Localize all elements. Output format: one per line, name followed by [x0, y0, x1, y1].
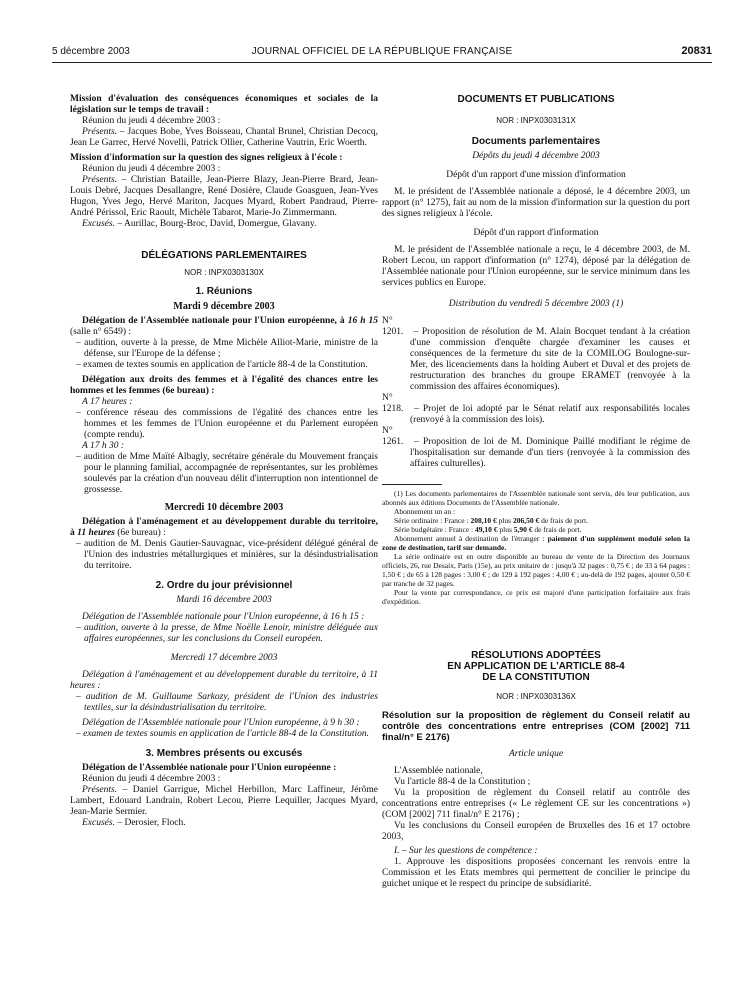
resolution-p6: 1. Approuve les dispositions proposées concernant les renvois entre la Commission et les Etats membres qui permettent de concilier le principe du guichet unique et le respect du principe de subsidiarité. [382, 857, 690, 889]
depot1-title: Dépôt d'un rapport d'une mission d'information [446, 170, 626, 180]
date-mercredi-10: Mercredi 10 décembre 2003 [164, 502, 284, 513]
list-item [382, 426, 690, 470]
footnote-1: (1) Les documents parlementaires de l'Assemblée nationale sont servis, dès leur publication, aux abonnés aux éditions Documents de l'Assemblée nationale. [382, 489, 690, 507]
delegation-ue-time: 16 h 15 [347, 316, 378, 326]
ordre-ue-2-title: Délégation de l'Assemblée nationale pour l'Union européenne, à 9 h 30 : [82, 718, 360, 728]
depots-date: Dépôts du jeudi 4 décembre 2003 [472, 151, 600, 161]
section-ordre-du-jour: 2. Ordre du jour prévisionnel [155, 580, 293, 591]
document-number: N° 1218. [382, 393, 404, 414]
header-page-number: 20831 [681, 45, 712, 57]
excuses-label: Excusés. [82, 818, 115, 828]
list-item: – audition, ouverte à la presse, de Mme Noëlle Lenoir, ministre déléguée aux affaires européennes, sur les conclusions du Conseil européen. [76, 623, 378, 644]
header-date: 5 décembre 2003 [52, 46, 130, 57]
delegation-territoire-title: Délégation à l'aménagement et au développement durable du territoire, à [70, 517, 378, 538]
fn-text: plus [497, 525, 514, 534]
delegations-nor: NOR : INPX0303130X [184, 268, 264, 277]
footnote-block [382, 489, 690, 606]
list-item [382, 393, 690, 426]
list-item: – examen de textes soumis en application de l'article 88-4 de la Constitution. [76, 360, 368, 370]
membres-excuses [70, 818, 378, 829]
delegation-territoire-block [70, 517, 378, 539]
mission2-reunion: Réunion du jeudi 4 décembre 2003 : [82, 164, 221, 174]
document-description: – Proposition de loi de M. Dominique Paillé modifiant le régime de l'hospitalisation sur demande d'un tiers (renvoyée à la commission des affaires culturelles). [410, 437, 690, 469]
fn-text: de frais de port. [532, 525, 582, 534]
distribution-date: Distribution du vendredi 5 décembre 2003 (1) [448, 299, 624, 309]
mission1-reunion: Réunion du jeudi 4 décembre 2003 : [82, 116, 221, 126]
depot2-title: Dépôt d'un rapport d'information [473, 228, 599, 238]
resolutions-nor: NOR : INPX0303136X [496, 692, 576, 701]
membres-delegation-title: Délégation de l'Assemblée nationale pour l'Union européenne : [82, 763, 337, 773]
mission1-title: Mission d'évaluation des conséquences économiques et sociales de la législation sur le temps de travail : [70, 94, 378, 115]
footnote-etranger [382, 534, 690, 552]
resolution-p5: I. – Sur les questions de compétence : [394, 846, 538, 856]
presents-label: Présents. [82, 127, 118, 137]
article-unique: Article unique [508, 749, 564, 759]
resolutions-heading-2: EN APPLICATION DE L'ARTICLE 88-4 [447, 661, 625, 672]
footnote-serie-budgetaire [382, 525, 690, 534]
fn-text: de frais de port. [539, 516, 589, 525]
mission1-presents [70, 127, 378, 149]
mission2-presents [70, 175, 378, 219]
presents-label: Présents. [82, 785, 118, 795]
list-item: – audition de M. Denis Gautier-Sauvagnac, vice-président délégué général de l'Union des industries métallurgiques et minières, sur la désindustrialisation du territoire. [76, 539, 378, 571]
resolutions-heading-1: RÉSOLUTIONS ADOPTÉES [471, 650, 601, 661]
footnote-abonnement: Abonnement un an : [394, 507, 456, 516]
delegation-territoire-time: 11 heures [77, 528, 115, 538]
resolution-title: Résolution sur la proposition de règlement du Conseil relatif au contrôle des concentrations entre entreprises (COM [2002] 711 final/n° E 2176) [382, 710, 690, 743]
delegation-ue-title: Délégation de l'Assemblée nationale pour l'Union européenne, à [82, 316, 348, 326]
list-item: – audition, ouverte à la presse, de Mme Michèle Alliot-Marie, ministre de la défense, sur l'Europe de la défense ; [76, 338, 378, 359]
resolution-p4: Vu les conclusions du Conseil européen de Bruxelles des 16 et 17 octobre 2003, [382, 821, 690, 842]
section-reunions: 1. Réunions [195, 286, 253, 297]
section-membres: 3. Membres présents ou excusés [145, 748, 303, 759]
membres-presents [70, 785, 378, 818]
date-mardi-16: Mardi 16 décembre 2003 [176, 595, 272, 605]
mission2-title: Mission d'information sur la question des signes religieux à l'école : [70, 153, 343, 163]
depot2-text: M. le président de l'Assemblée nationale a reçu, le 4 décembre 2003, de M. Robert Lecou, un rapport d'information (n° 1274), déposé par la délégation de l'Assemblée nationale pour l'Union européenne, sur le service minimum dans les services publics en Europe. [382, 245, 690, 288]
resolutions-heading-3: DE LA CONSTITUTION [482, 672, 590, 683]
excuses-label: Excusés. [82, 219, 115, 229]
documents-nor: NOR : INPX0303131X [496, 116, 576, 125]
membres-reunion: Réunion du jeudi 4 décembre 2003 : [82, 774, 221, 784]
document-number: N° 1201. [382, 316, 404, 337]
list-item: – examen de textes soumis en application de l'article 88-4 de la Constitution. [76, 729, 370, 739]
date-mardi-9: Mardi 9 décembre 2003 [173, 301, 275, 312]
delegation-ue-block [70, 316, 378, 338]
document-description: – Proposition de résolution de M. Alain Bocquet tendant à la création d'une commission d'enquête chargée d'examiner les causes et conséquences de la fermeture du site de la COMILOG Boulogne-sur-Mer, des licenciements dans la holding Aubert et Duval et des projets de restructuration des branches du groupe ERAMET (renvoyée à la commission des affaires économiques). [410, 327, 690, 392]
fn-price: 206,50 € [512, 516, 540, 525]
document-description: – Projet de loi adopté par le Sénat relatif aux responsabilités locales (renvoyé à la commission des lois). [410, 404, 690, 425]
fn-price: 49,10 € [475, 525, 498, 534]
delegation-territoire-room: (6e bureau) : [114, 528, 166, 538]
excuses-list: – Aurillac, Bourg-Broc, David, Domergue, Glavany. [114, 219, 317, 229]
resolution-p2: Vu l'article 88-4 de la Constitution ; [394, 777, 531, 787]
footnote-vente: La série ordinaire est en outre disponible au bureau de vente de la Direction des Journaux officiels, 26, rue Desaix, Paris (15e), au prix unitaire de : jusqu'à 32 pages : 0,75 € ; de 33 à 64 pages : 1,50 € ; de 65 à 128 pages : 3,00 € ; de 129 à 192 pages : 4,00 € ; au-delà de 192 pages, ajouter 0,50 € par tranche de 32 pages. [382, 552, 690, 588]
list-item [382, 316, 690, 393]
right-column [382, 94, 690, 890]
presents-list: – Daniel Garrigue, Michel Herbillon, Marc Laffineur, Jérôme Lambert, Edouard Landrain, Robert Lecou, Pierre Lequiller, Jacques Myard, Jean-Marie Sermier. [70, 785, 378, 817]
resolution-p3: Vu la proposition de règlement du Conseil relatif au contrôle des concentrations entre entreprises (« Le règlement CE sur les concentrations ») (COM [2002] 711 final/n° E 2176) ; [382, 788, 690, 820]
depot1-text: M. le président de l'Assemblée nationale a déposé, le 4 décembre 2003, un rapport (n° 1275), fait au nom de la mission d'information sur la question du port des signes religieux à l'école. [382, 187, 690, 219]
date-mercredi-17: Mercredi 17 décembre 2003 [170, 653, 278, 663]
footnote-serie-ordinaire [382, 516, 690, 525]
fn-text: Série ordinaire : France : [394, 516, 471, 525]
list-item: – audition de M. Guillaume Sarkozy, président de l'Union des industries textiles, sur la désindustrialisation du territoire. [76, 692, 378, 713]
documents-subheading: Documents parlementaires [471, 136, 601, 147]
presents-label: Présents. [82, 175, 118, 185]
delegation-femmes-title: Délégation aux droits des femmes et à l'égalité des chances entre les hommes et les femmes (6e bureau) : [70, 375, 378, 396]
resolution-p1: L'Assemblée nationale, [394, 766, 483, 776]
fn-text: Abonnement annuel à destination de l'étranger : [394, 534, 548, 543]
fn-text: plus [496, 516, 513, 525]
presents-list: – Christian Bataille, Jean-Pierre Blazy, Jean-Pierre Brard, Jean-Louis Debré, Jacques Desallangre, René Dosière, Claude Goasguen, Jean-Yves Hugon, Yves Jego, Hervé Mariton, Jacques Myard, Robert Pandraud, Pierre-André Périssol, Eric Raoult, Michèle Tabarot, Marie-Jo Zimmermann. [70, 175, 378, 218]
document-number: N° 1261. [382, 426, 404, 447]
mission2-excuses [70, 219, 378, 230]
fn-price: 5,90 € [513, 525, 533, 534]
list-item: – conférence réseau des commissions de l'égalité des chances entre les hommes et les femmes de l'Union européenne et du Parlement européen (compte rendu). [76, 408, 378, 440]
presents-list: – Jacques Bobe, Yves Boisseau, Chantal Brunel, Christian Decocq, Jean Le Garrec, Hervé Novelli, Patrick Ollier, Catherine Vautrin, Eric Woerth. [70, 127, 378, 148]
ordre-territoire-title: Délégation à l'aménagement et au développement durable du territoire, à 11 heures : [70, 670, 378, 691]
left-column [70, 94, 378, 829]
footnote-correspondance: Pour la vente par correspondance, ce prix est majoré d'une participation forfaitaire aux frais d'expédition. [382, 588, 690, 606]
header-title: JOURNAL OFFICIEL DE LA RÉPUBLIQUE FRANÇAISE [251, 46, 513, 57]
document-list [382, 316, 690, 470]
time-17h: A 17 heures : [82, 397, 133, 407]
fn-text: Série budgétaire : France : [394, 525, 476, 534]
delegation-ue-room: (salle n° 6549) : [70, 327, 132, 337]
page-header [52, 44, 712, 63]
documents-heading: DOCUMENTS ET PUBLICATIONS [457, 94, 615, 105]
fn-price: 208,10 € [470, 516, 497, 525]
list-item: – audition de Mme Maïté Albagly, secrétaire générale du Mouvement français pour le planning familial, accompagnée de représentantes, sur les problèmes soulevés par la création d'un nouveau délit d'interruption non intentionnel de grossesse. [76, 452, 378, 495]
ordre-ue-title: Délégation de l'Assemblée nationale pour l'Union européenne, à 16 h 15 : [82, 612, 365, 622]
delegations-heading: DÉLÉGATIONS PARLEMENTAIRES [141, 250, 307, 261]
fn-bold: paiement d'un supplément modulé selon la zone de destination, tarif sur demande. [382, 534, 690, 552]
time-17h30: A 17 h 30 : [82, 441, 125, 451]
excuses-list: – Derosier, Floch. [114, 818, 186, 828]
